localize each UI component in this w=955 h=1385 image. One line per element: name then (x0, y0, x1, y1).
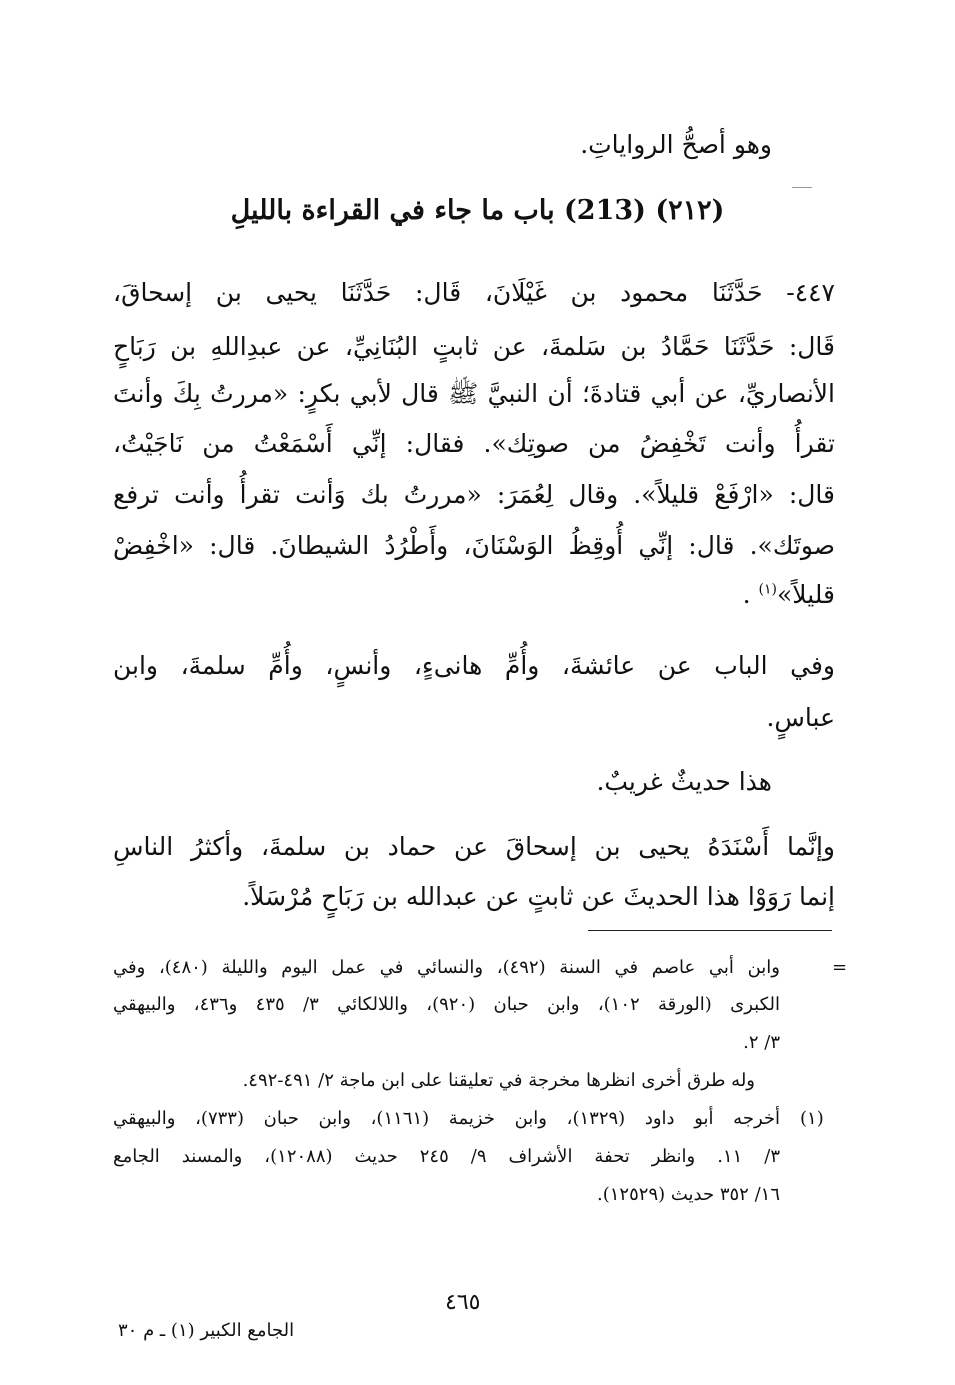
footnote-continuation-mark: = (832, 957, 848, 978)
footnote-line: وابن أبي عاصم في السنة (٤٩٢)، والنسائي في عمل اليوم والليلة (٤٨٠)، وفي (113, 957, 780, 978)
hadith-line: الأنصاريِّ، عن أبي قتادةَ؛ أن النبيَّ ﷺ قال لأبي بكرٍ: «مررتُ بِكَ وأنتَ (113, 379, 835, 408)
fil-bab-line: عباسٍ. (766, 703, 835, 732)
final-line: وإنَّما أَسْنَدَهُ يحيى بن إسحاقَ عن حماد بن سلمةَ، وأكثرُ الناسِ (113, 832, 835, 861)
footnote-line: ٣/ ٢. (743, 1032, 780, 1053)
footnote-line: أخرجه أبو داود (١٣٢٩)، وابن خزيمة (١١٦١)، وابن حبان (٧٣٣)، والبيهقي (113, 1108, 781, 1129)
footnote-line: الكبرى (الورقة ١٠٢)، وابن حبان (٩٢٠)، واللالكائي ٣/ ٤٣٥ و٤٣٦، والبيهقي (113, 994, 780, 1015)
hadith-line: قَال: حَدَّثَنَا حَمَّادُ بن سَلمةَ، عن ثابتٍ البُنَانِيِّ، عن عبدِاللهِ بن رَبَاحٍ (113, 332, 835, 361)
final-line: إنما رَوَوْا هذا الحديثَ عن ثابتٍ عن عبدالله بن رَبَاحٍ مُرْسَلاً. (242, 882, 835, 911)
footnote-line: ١٦/ ٣٥٢ حديث (١٢٥٢٩). (597, 1184, 780, 1205)
hadith-line: قال: «ارْفَعْ قليلاً». وقال لِعُمَرَ: «مررتُ بك وَأنت تقرأُ وأنت ترفع (113, 480, 835, 509)
hadith-line: صوتَك». قال: إنِّي أُوقِظُ الوَسْنَانَ، وأَطْرُدُ الشيطانَ. قال: «اخْفِضْ (113, 531, 835, 560)
intro-text: وهو أصحُّ الرواياتِ. (580, 130, 772, 159)
footnote-separator (588, 930, 832, 931)
hadith-line: تقرأُ وأنت تَخْفِضُ من صوتِك». فقال: إنِّي أَسْمَعْتُ من نَاجَيْتُ، (113, 429, 835, 458)
margin-mark (792, 187, 812, 188)
grading-text: هذا حديثٌ غريبٌ. (596, 767, 772, 796)
hadith-last-line (743, 580, 835, 609)
footnote-number: (١) (800, 1108, 824, 1129)
hadith-last-text: قليلاً» (777, 580, 835, 609)
book-signature: الجامع الكبير (١) ـ م ٣٠ (118, 1320, 295, 1341)
page-number: ٤٦٥ (445, 1290, 481, 1315)
hadith-last-punct: . (742, 580, 751, 609)
footnote-ref: (١) (758, 581, 778, 598)
footnote-line: وله طرق أخرى انظرها مخرجة في تعليقنا على ابن ماجة ٢/ ٤٩١-٤٩٢. (242, 1070, 755, 1091)
chapter-heading: (٢١٢) (213) باب ما جاء في القراءة بالليلِ (230, 195, 725, 226)
hadith-line: ٤٤٧- حَدَّثَنَا محمود بن غَيْلَانَ، قَال: حَدَّثَنَا يحيى بن إسحاقَ، (113, 278, 835, 307)
fil-bab-line: وفي الباب عن عائشةَ، وأُمِّ هانىءٍ، وأنسٍ، وأُمِّ سلمةَ، وابن (113, 651, 835, 680)
footnote-line: ٣/ ١١. وانظر تحفة الأشراف ٩/ ٢٤٥ حديث (١٢٠٨٨)، والمسند الجامع (113, 1146, 780, 1167)
